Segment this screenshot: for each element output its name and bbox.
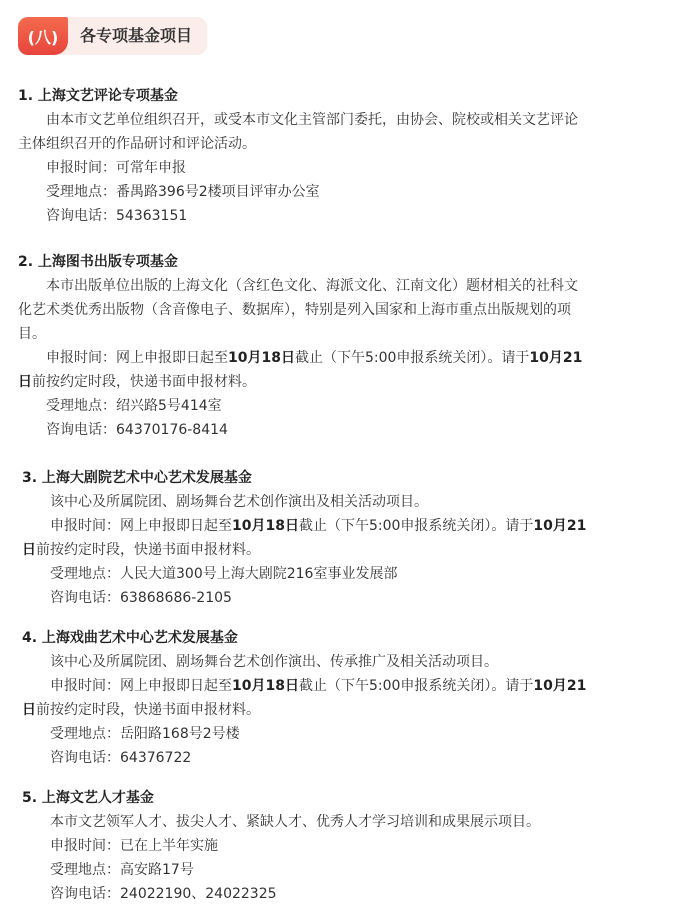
description-line: 由本市文艺单位组织召开，或受本市文化主管部门委托，由协会、院校或相关文艺评论 bbox=[46, 112, 578, 128]
fund-title: 2. 上海图书出版专项基金 bbox=[18, 254, 178, 270]
submission-date-day: 日 bbox=[22, 542, 36, 558]
description-line: 化艺术类优秀出版物（含音像电子、数据库），特别是列入国家和上海市重点出版规划的项 bbox=[18, 302, 571, 318]
time-text: 前按约定时段，快递书面申报材料。 bbox=[36, 542, 260, 558]
application-place: 受理地点：高安路17号 bbox=[50, 862, 194, 878]
fund-title: 4. 上海戏曲艺术中心艺术发展基金 bbox=[22, 630, 238, 646]
contact-phone: 咨询电话：54363151 bbox=[46, 208, 188, 224]
contact-phone: 咨询电话：64376722 bbox=[50, 750, 192, 766]
time-text: 截止（下午5:00申报系统关闭）。请于 bbox=[298, 518, 534, 534]
application-time-cont bbox=[18, 370, 582, 394]
application-place: 受理地点：绍兴路5号414室 bbox=[46, 398, 222, 414]
fund-title: 1. 上海文艺评论专项基金 bbox=[18, 88, 178, 104]
time-text: 截止（下午5:00申报系统关闭）。请于 bbox=[298, 678, 534, 694]
fund-section-4 bbox=[22, 626, 586, 770]
contact-phone: 咨询电话：24022190、24022325 bbox=[50, 886, 277, 902]
contact-phone: 咨询电话：63868686-2105 bbox=[50, 590, 232, 606]
time-text: 申报时间：网上申报即日起至 bbox=[50, 518, 232, 534]
fund-section-2 bbox=[18, 250, 582, 442]
section-number-badge: (八) bbox=[18, 17, 68, 55]
description-line: 本市文艺领军人才、拔尖人才、紧缺人才、优秀人才学习培训和成果展示项目。 bbox=[50, 814, 540, 830]
description-line: 目。 bbox=[18, 326, 46, 342]
deadline-date: 10月18日 bbox=[228, 350, 295, 366]
time-text: 前按约定时段，快递书面申报材料。 bbox=[36, 702, 260, 718]
application-place: 受理地点：人民大道300号上海大剧院216室事业发展部 bbox=[50, 566, 398, 582]
submission-date: 10月21 bbox=[533, 518, 587, 534]
deadline-date: 10月18日 bbox=[232, 518, 299, 534]
contact-phone: 咨询电话：64370176-8414 bbox=[46, 422, 228, 438]
fund-section-1 bbox=[18, 84, 658, 228]
section-title: 各专项基金项目 bbox=[80, 26, 193, 45]
application-time: 申报时间：已在上半年实施 bbox=[50, 838, 218, 854]
application-time-cont bbox=[22, 538, 586, 562]
fund-section-3 bbox=[22, 466, 586, 610]
application-place: 受理地点：岳阳路168号2号楼 bbox=[50, 726, 240, 742]
deadline-date: 10月18日 bbox=[232, 678, 299, 694]
description-line: 主体组织召开的作品研讨和评论活动。 bbox=[18, 136, 256, 152]
application-time bbox=[22, 674, 586, 698]
time-text: 申报时间：网上申报即日起至 bbox=[50, 678, 232, 694]
section-header bbox=[18, 17, 207, 55]
submission-date: 10月21 bbox=[529, 350, 583, 366]
application-time bbox=[22, 514, 586, 538]
application-time: 申报时间：可常年申报 bbox=[46, 160, 186, 176]
description-line: 该中心及所属院团、剧场舞台艺术创作演出、传承推广及相关活动项目。 bbox=[50, 654, 498, 670]
fund-description bbox=[18, 108, 658, 156]
time-text: 申报时间：网上申报即日起至 bbox=[46, 350, 228, 366]
submission-date-day: 日 bbox=[18, 374, 32, 390]
time-text: 截止（下午5:00申报系统关闭）。请于 bbox=[294, 350, 530, 366]
application-time bbox=[18, 346, 582, 370]
description-line: 该中心及所属院团、剧场舞台艺术创作演出及相关活动项目。 bbox=[50, 494, 428, 510]
application-place: 受理地点：番禺路396号2楼项目评审办公室 bbox=[46, 184, 320, 200]
application-time-cont bbox=[22, 698, 586, 722]
fund-title: 3. 上海大剧院艺术中心艺术发展基金 bbox=[22, 470, 252, 486]
fund-section-5 bbox=[22, 786, 540, 906]
submission-date: 10月21 bbox=[533, 678, 587, 694]
description-line: 本市出版单位出版的上海文化（含红色文化、海派文化、江南文化）题材相关的社科文 bbox=[46, 278, 578, 294]
submission-date-day: 日 bbox=[22, 702, 36, 718]
time-text: 前按约定时段，快递书面申报材料。 bbox=[32, 374, 256, 390]
fund-title: 5. 上海文艺人才基金 bbox=[22, 790, 154, 806]
